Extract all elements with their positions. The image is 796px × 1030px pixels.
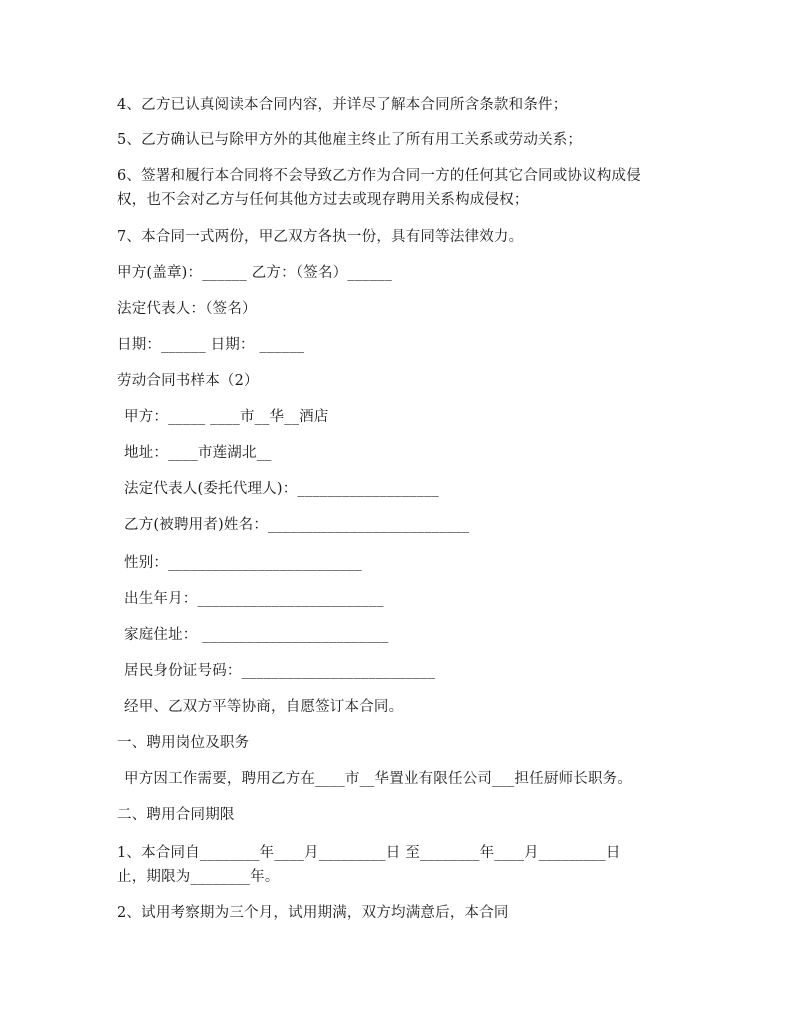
clause-7: 7、本合同一式两份，甲乙双方各执一份，具有同等法律效力。 <box>117 229 524 245</box>
id-number-field: 居民身份证号码：__________________________ <box>124 663 436 679</box>
section-2-heading: 二、聘用合同期限 <box>117 807 235 823</box>
home-address-field: 家庭住址： _________________________ <box>124 627 389 643</box>
section-1-heading: 一、聘用岗位及职务 <box>117 735 250 751</box>
term-clause-line-1: 1、本合同自________年____月_________日 至________年____月_________日 <box>117 845 621 861</box>
clause-5: 5、乙方确认已与除甲方外的其他雇主终止了所有用工关系或劳动关系； <box>117 132 583 148</box>
party-signatures: 甲方(盖章)：______ 乙方：（签名）______ <box>117 265 393 281</box>
term-clause-line-2: 止，期限为________年。 <box>117 869 280 885</box>
party-a-field: 甲方：_____ ____市__华__酒店 <box>124 409 329 425</box>
employee-name-field: 乙方(被聘用者)姓名：___________________________ <box>124 517 470 533</box>
legal-representative-signature: 法定代表人：（签名） <box>117 301 257 317</box>
clause-4: 4、乙方已认真阅读本合同内容，并详尽了解本合同所含条款和条件； <box>117 97 568 113</box>
section-1-text: 甲方因工作需要，聘用乙方在____市__华置业有限任公司___担任厨师长职务。 <box>124 771 633 787</box>
representative-field: 法定代表人(委托代理人)：___________________ <box>124 481 439 497</box>
clause-6-line-1: 6、签署和履行本合同将不会导致乙方作为合同一方的任何其它合同或协议构成侵 <box>117 168 641 184</box>
agreement-statement: 经甲、乙双方平等协商，自愿签订本合同。 <box>124 699 404 715</box>
probation-clause: 2、试用考察期为三个月，试用期满，双方均满意后，本合同 <box>117 905 509 921</box>
address-field: 地址：____市莲湖北__ <box>124 445 272 461</box>
signature-dates: 日期：______ 日期： ______ <box>117 337 305 353</box>
birth-date-field: 出生年月：_________________________ <box>124 591 384 607</box>
gender-field: 性别：__________________________ <box>124 555 362 571</box>
clause-6-line-2: 权，也不会对乙方与任何其他方过去或现存聘用关系构成侵权； <box>117 192 529 208</box>
sample-heading: 劳动合同书样本（2） <box>117 373 259 389</box>
